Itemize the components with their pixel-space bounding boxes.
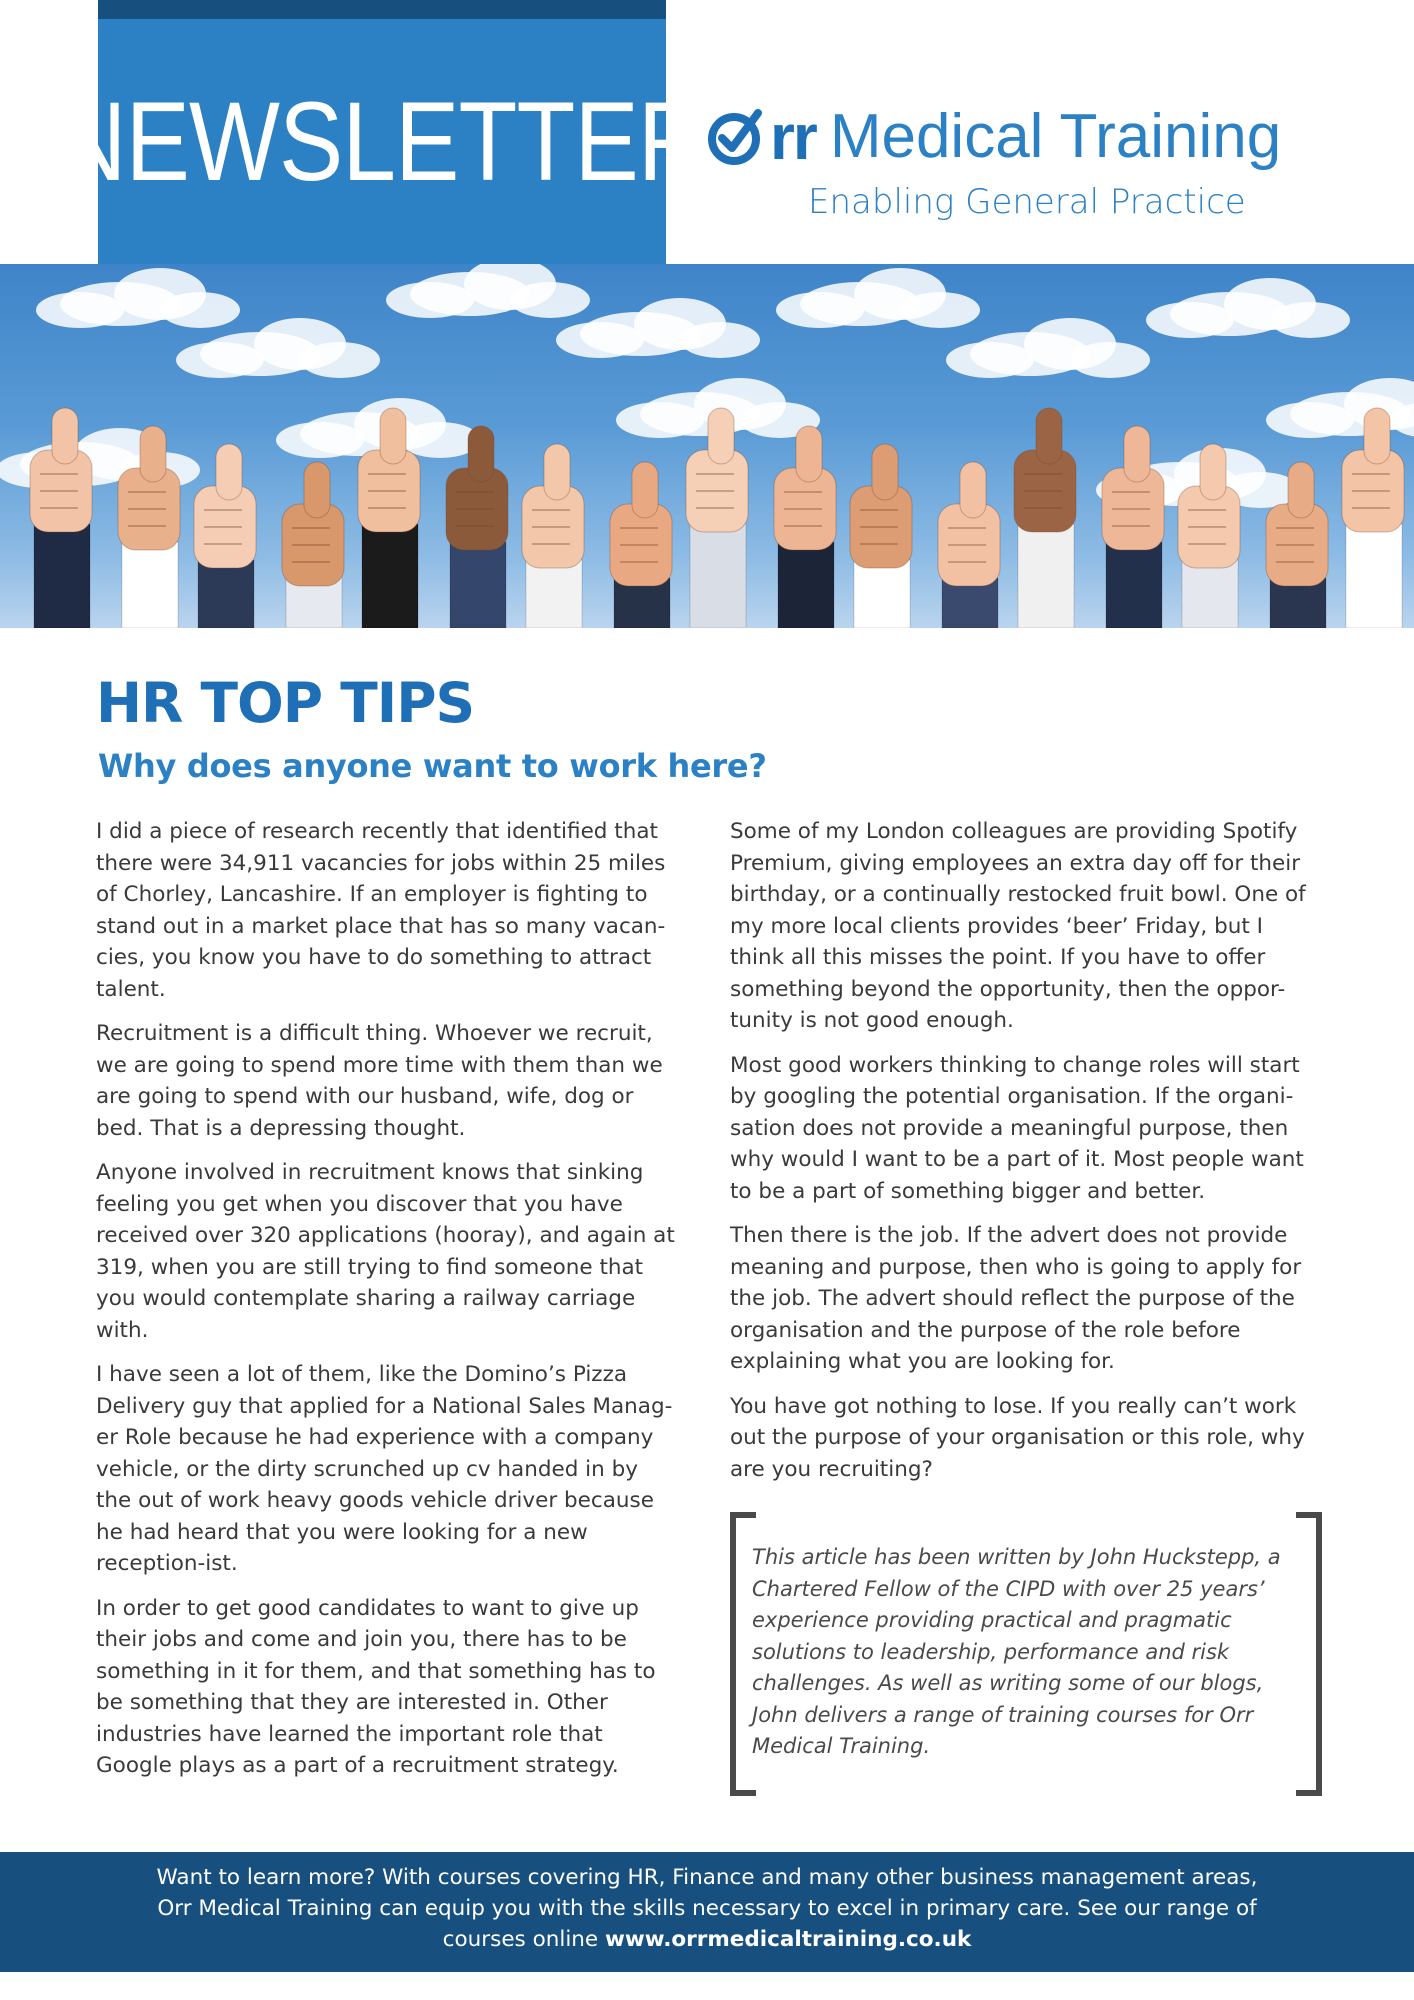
- header-top-bar: [98, 0, 666, 19]
- paragraph: I have seen a lot of them, like the Domino’s Pizza Delivery guy that applied for a National Sales Manag-er Role because he had experience with a company vehicle, or the dirty scrunched up cv handed in by the out of work heavy goods vehicle driver because he had heard that you were looking for a new reception-ist.: [96, 1362, 673, 1576]
- paragraph: Recruitment is a difficult thing. Whoever we recruit, we are going to spend more time with them than we are going to spend with our husband, wife, dog or bed. That is a depressing thought.: [96, 1021, 663, 1141]
- hero-thumbs-up-image: [0, 264, 1414, 628]
- thumbs-up-hand: [610, 462, 672, 628]
- cloud: [276, 398, 480, 458]
- footer-line-2: Orr Medical Training can equip you with the skills necessary to excel in primary care. See our range of: [157, 1896, 1257, 1921]
- paragraph: You have got nothing to lose. If you really can’t work out the purpose of your organisation or this role, why are you recruiting?: [730, 1393, 1305, 1482]
- thumbs-up-hand: [1014, 408, 1076, 628]
- cloud: [36, 268, 240, 328]
- footer-line-3: [0, 1924, 1414, 1955]
- check-circle-icon: [706, 107, 766, 167]
- cloud: [1146, 278, 1350, 338]
- logo-brand-rr: rr: [770, 101, 816, 173]
- thumbs-up-hand: [194, 444, 256, 628]
- footer-cta: [0, 1852, 1414, 1972]
- cloud: [1266, 378, 1414, 438]
- cloud: [776, 268, 980, 328]
- footer-line-3-prefix: courses online: [442, 1927, 605, 1952]
- thumbs-up-hand: [774, 426, 836, 628]
- thumbs-up-hand: [686, 408, 748, 628]
- newsletter-banner: [57, 19, 707, 264]
- paragraph: Some of my London colleagues are providing Spotify Premium, giving employees an extra day off for their birthday, or a continually restocked fruit bowl. One of my more local clients provides ‘beer’ Friday, but I think all this misses the point. If you have to offer something beyond the opportunity, then the oppor-tunity is not good enough.: [730, 819, 1306, 1033]
- author-note-text: This article has been written by John Huckstepp, a Chartered Fellow of the CIPD with over 25 years’ experience providing practical and pragmatic solutions to leadership, performance and risk challenges. As well as writing some of our blogs, John delivers a range of training courses for Orr Medical Training.: [752, 1545, 1281, 1758]
- newsletter-label: NEWSLETTER: [57, 78, 707, 204]
- cloud: [386, 264, 590, 318]
- cloud: [946, 318, 1150, 378]
- thumbs-up-hand: [282, 462, 344, 628]
- thumbs-up-illustration: [0, 264, 1414, 628]
- brand-logo[interactable]: [706, 100, 1346, 240]
- article-left-column: [96, 816, 680, 1795]
- footer-line-1: Want to learn more? With courses covering HR, Finance and many other business management areas,: [156, 1865, 1258, 1890]
- paragraph: Most good workers thinking to change roles will start by googling the potential organisation. If the organi-sation does not provide a meaningful purpose, then why would I want to be a part of it. Most people want to be a part of something bigger and better.: [730, 1052, 1304, 1204]
- website-link[interactable]: www.orrmedicaltraining.co.uk: [605, 1927, 972, 1952]
- thumbs-up-hand: [1342, 408, 1404, 628]
- article-title: HR TOP TIPS: [96, 671, 475, 735]
- article-right-column: [730, 816, 1314, 1498]
- logo-brand-name: Medical Training: [829, 102, 1282, 171]
- paragraph: Anyone involved in recruitment knows that sinking feeling you get when you discover that you have received over 320 applications (hooray), and again at 319, when you are still trying to find someone that you would contemplate sharing a railway carriage with.: [96, 1160, 675, 1343]
- paragraph: In order to get good candidates to want to give up their jobs and come and join you, there has to be something in it for them, and that something has to be something that they are interested in. Other industries have learned the important role that Google plays as a part of a recruitment strategy.: [96, 1595, 656, 1778]
- thumbs-up-hand: [522, 444, 584, 628]
- thumbs-up-hand: [850, 444, 912, 628]
- thumbs-up-hand: [938, 462, 1000, 628]
- paragraph: Then there is the job. If the advert does not provide meaning and purpose, then who is going to apply for the job. The advert should reflect the purpose of the organisation and the purpose of the role before explaining what you are looking for.: [730, 1223, 1302, 1374]
- thumbs-up-hand: [1102, 426, 1164, 628]
- article-subtitle: Why does anyone want to work here?: [98, 747, 767, 785]
- logo-tagline: Enabling General Practice: [808, 182, 1246, 222]
- author-note-box: [730, 1512, 1322, 1784]
- right-bracket: [1296, 1512, 1322, 1796]
- paragraph: I did a piece of research recently that identified that there were 34,911 vacancies for jobs within 25 miles of Chorley, Lancashire. If an employer is fighting to stand out in a market place that has so many vacan-cies, you know you have to do something to attract talent.: [96, 819, 666, 1002]
